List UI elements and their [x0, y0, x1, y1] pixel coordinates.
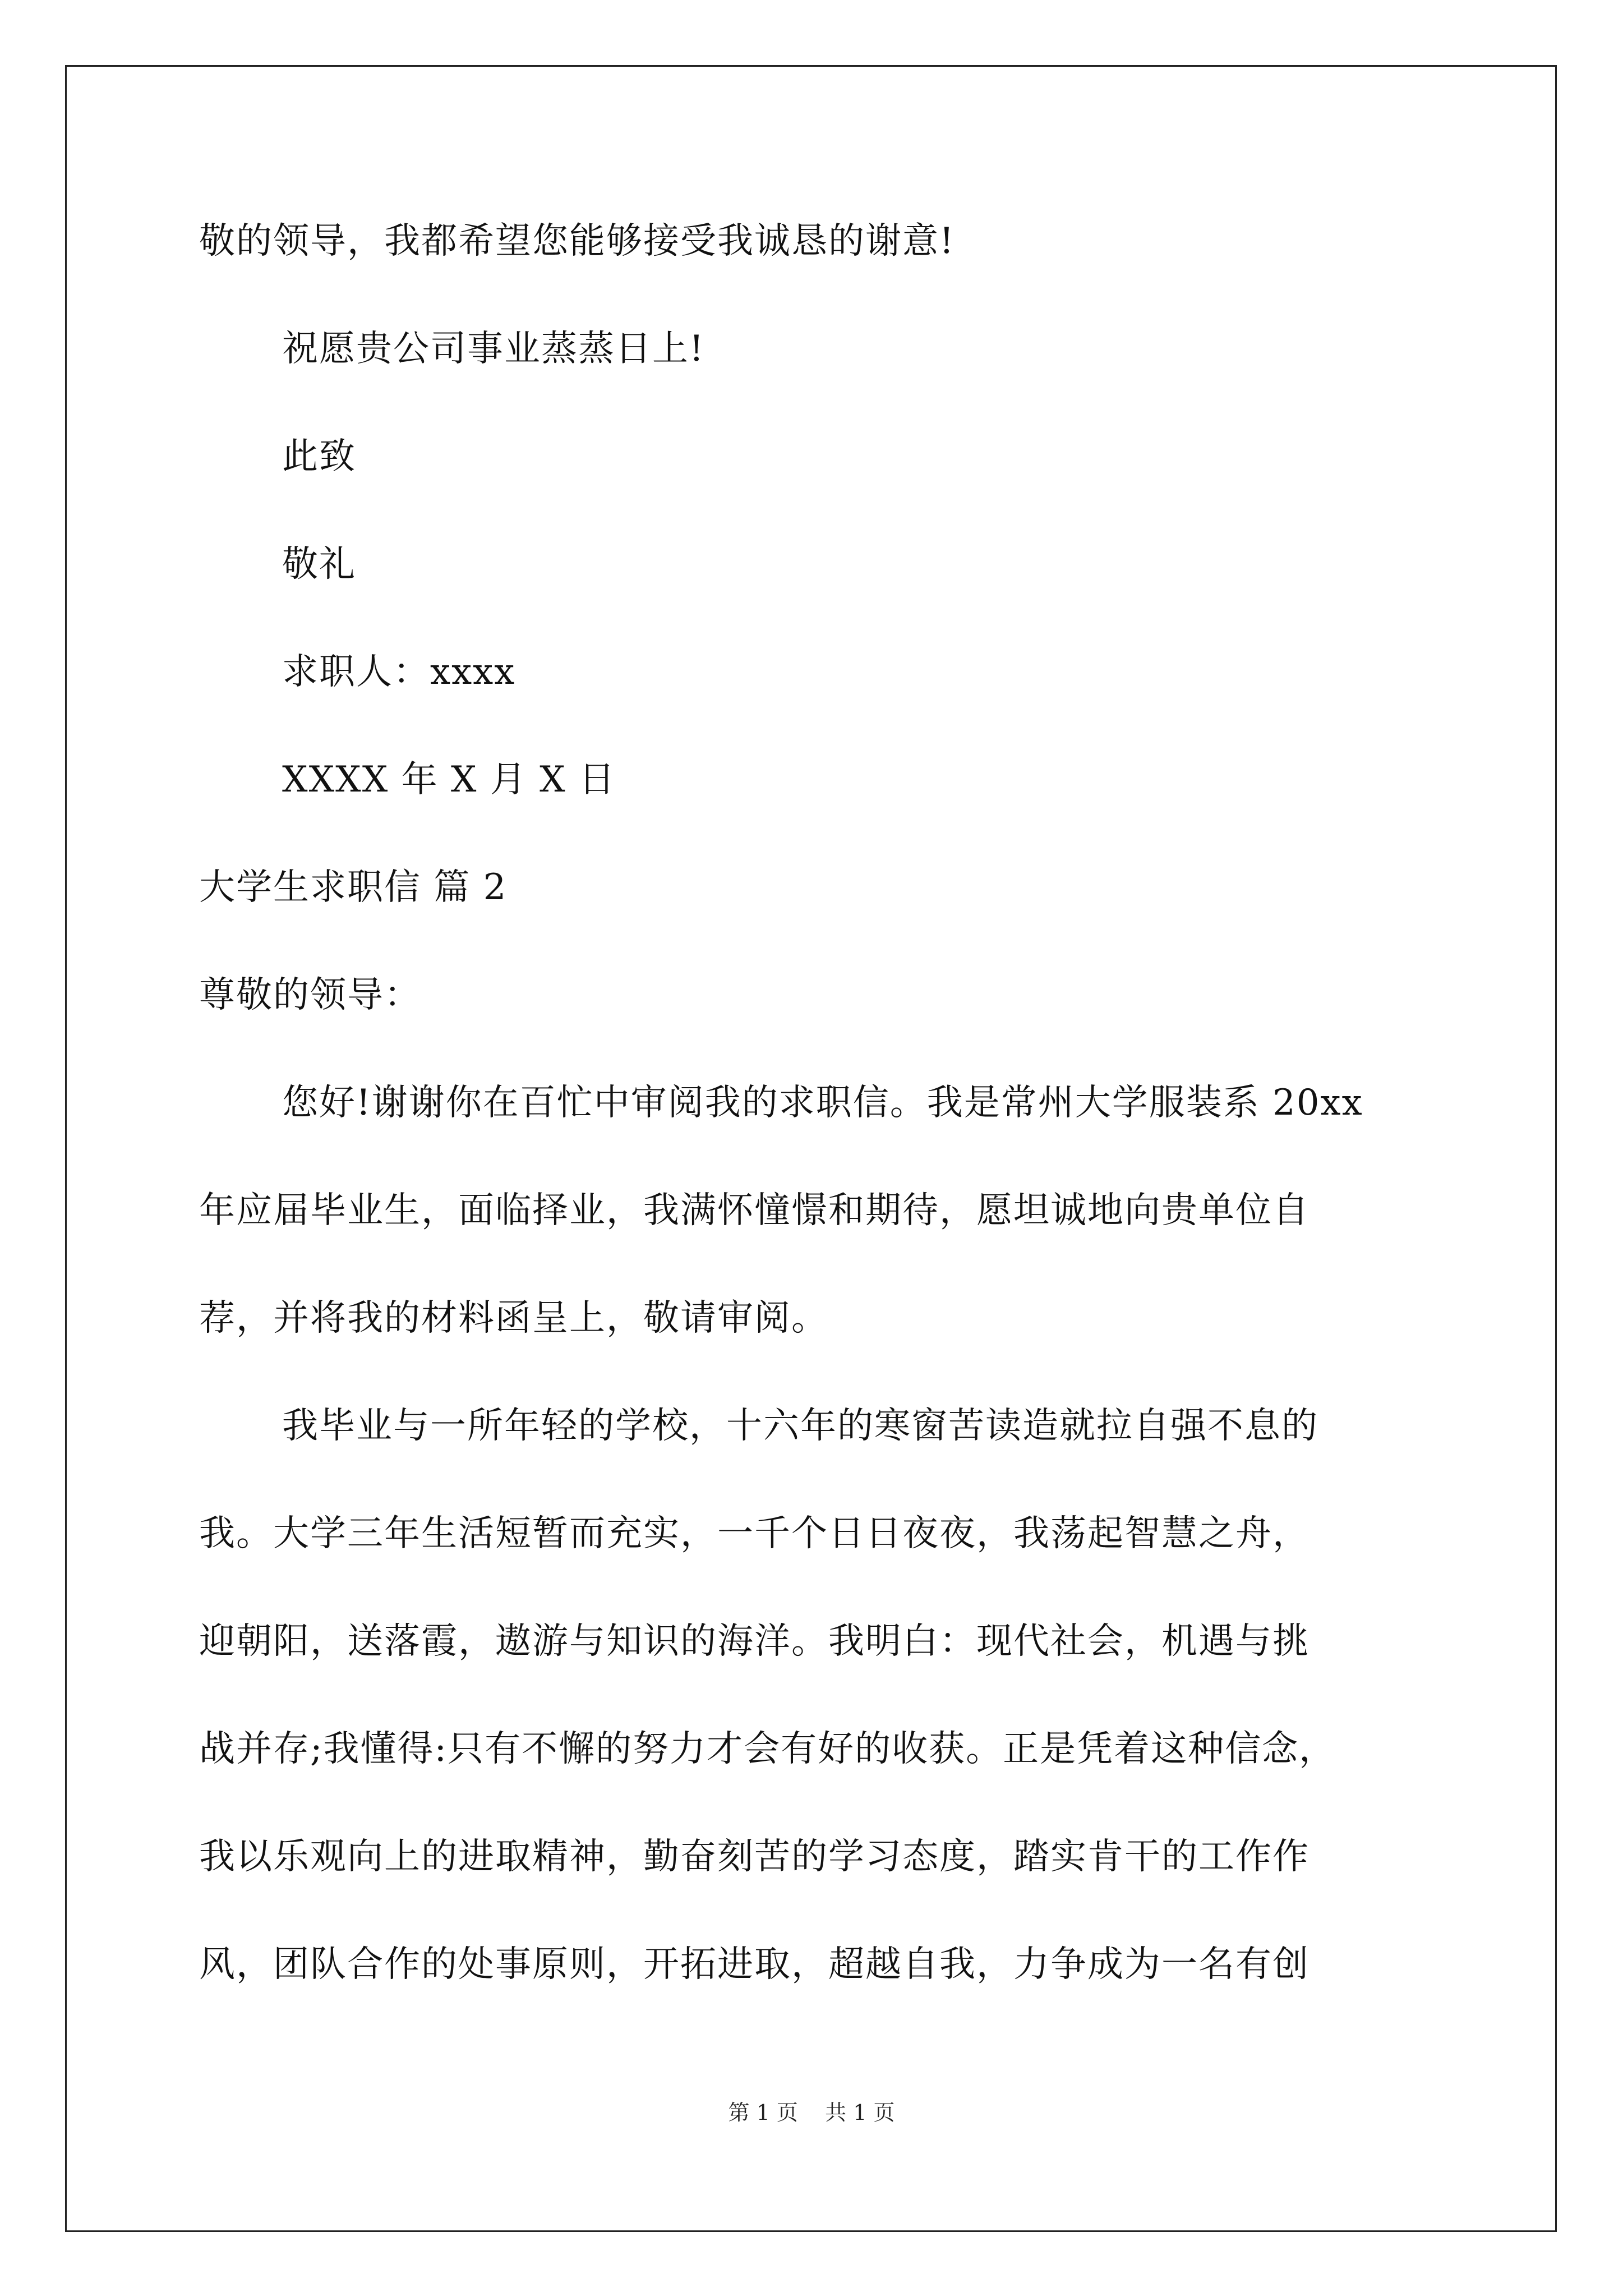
page-number: 第 1 页 共 1 页: [728, 2100, 895, 2125]
paragraph-line: 年应届毕业生，面临择业，我满怀憧憬和期待，愿坦诚地向贵单位自: [199, 1190, 1310, 1231]
greeting: 尊敬的领导：: [199, 974, 421, 1016]
date-line: XXXX 年 X 月 X 日: [282, 759, 616, 800]
page-frame: [65, 65, 1557, 2232]
closing-salutation: 此致: [282, 436, 356, 477]
paragraph-line: 风，团队合作的处事原则，开拓进取，超越自我，力争成为一名有创: [199, 1944, 1310, 1985]
paragraph-line: 我以乐观向上的进取精神，勤奋刻苦的学习态度，踏实肯干的工作作: [199, 1836, 1310, 1878]
paragraph-line: 战并存;我懂得:只有不懈的努力才会有好的收获。正是凭着这种信念，: [199, 1728, 1336, 1770]
signature-line: 求职人：xxxx: [282, 651, 516, 693]
paragraph-line: 我毕业与一所年轻的学校，十六年的寒窗苦读造就拉自强不息的: [282, 1405, 1318, 1447]
paragraph-line: 荐，并将我的材料函呈上，敬请审阅。: [199, 1297, 828, 1339]
paragraph-line: 我。大学三年生活短暂而充实，一千个日日夜夜，我荡起智慧之舟，: [199, 1513, 1310, 1554]
text-line: 敬的领导，我都希望您能够接受我诚恳的谢意!: [199, 220, 955, 262]
closing-regards: 敬礼: [282, 544, 356, 585]
paragraph-line: 迎朝阳，送落霞，遨游与知识的海洋。我明白：现代社会，机遇与挑: [199, 1621, 1310, 1662]
section-heading: 大学生求职信 篇 2: [199, 867, 508, 908]
closing-wish: 祝愿贵公司事业蒸蒸日上!: [282, 328, 705, 370]
paragraph-line: 您好!谢谢你在百忙中审阅我的求职信。我是常州大学服装系 20xx: [282, 1082, 1363, 1124]
